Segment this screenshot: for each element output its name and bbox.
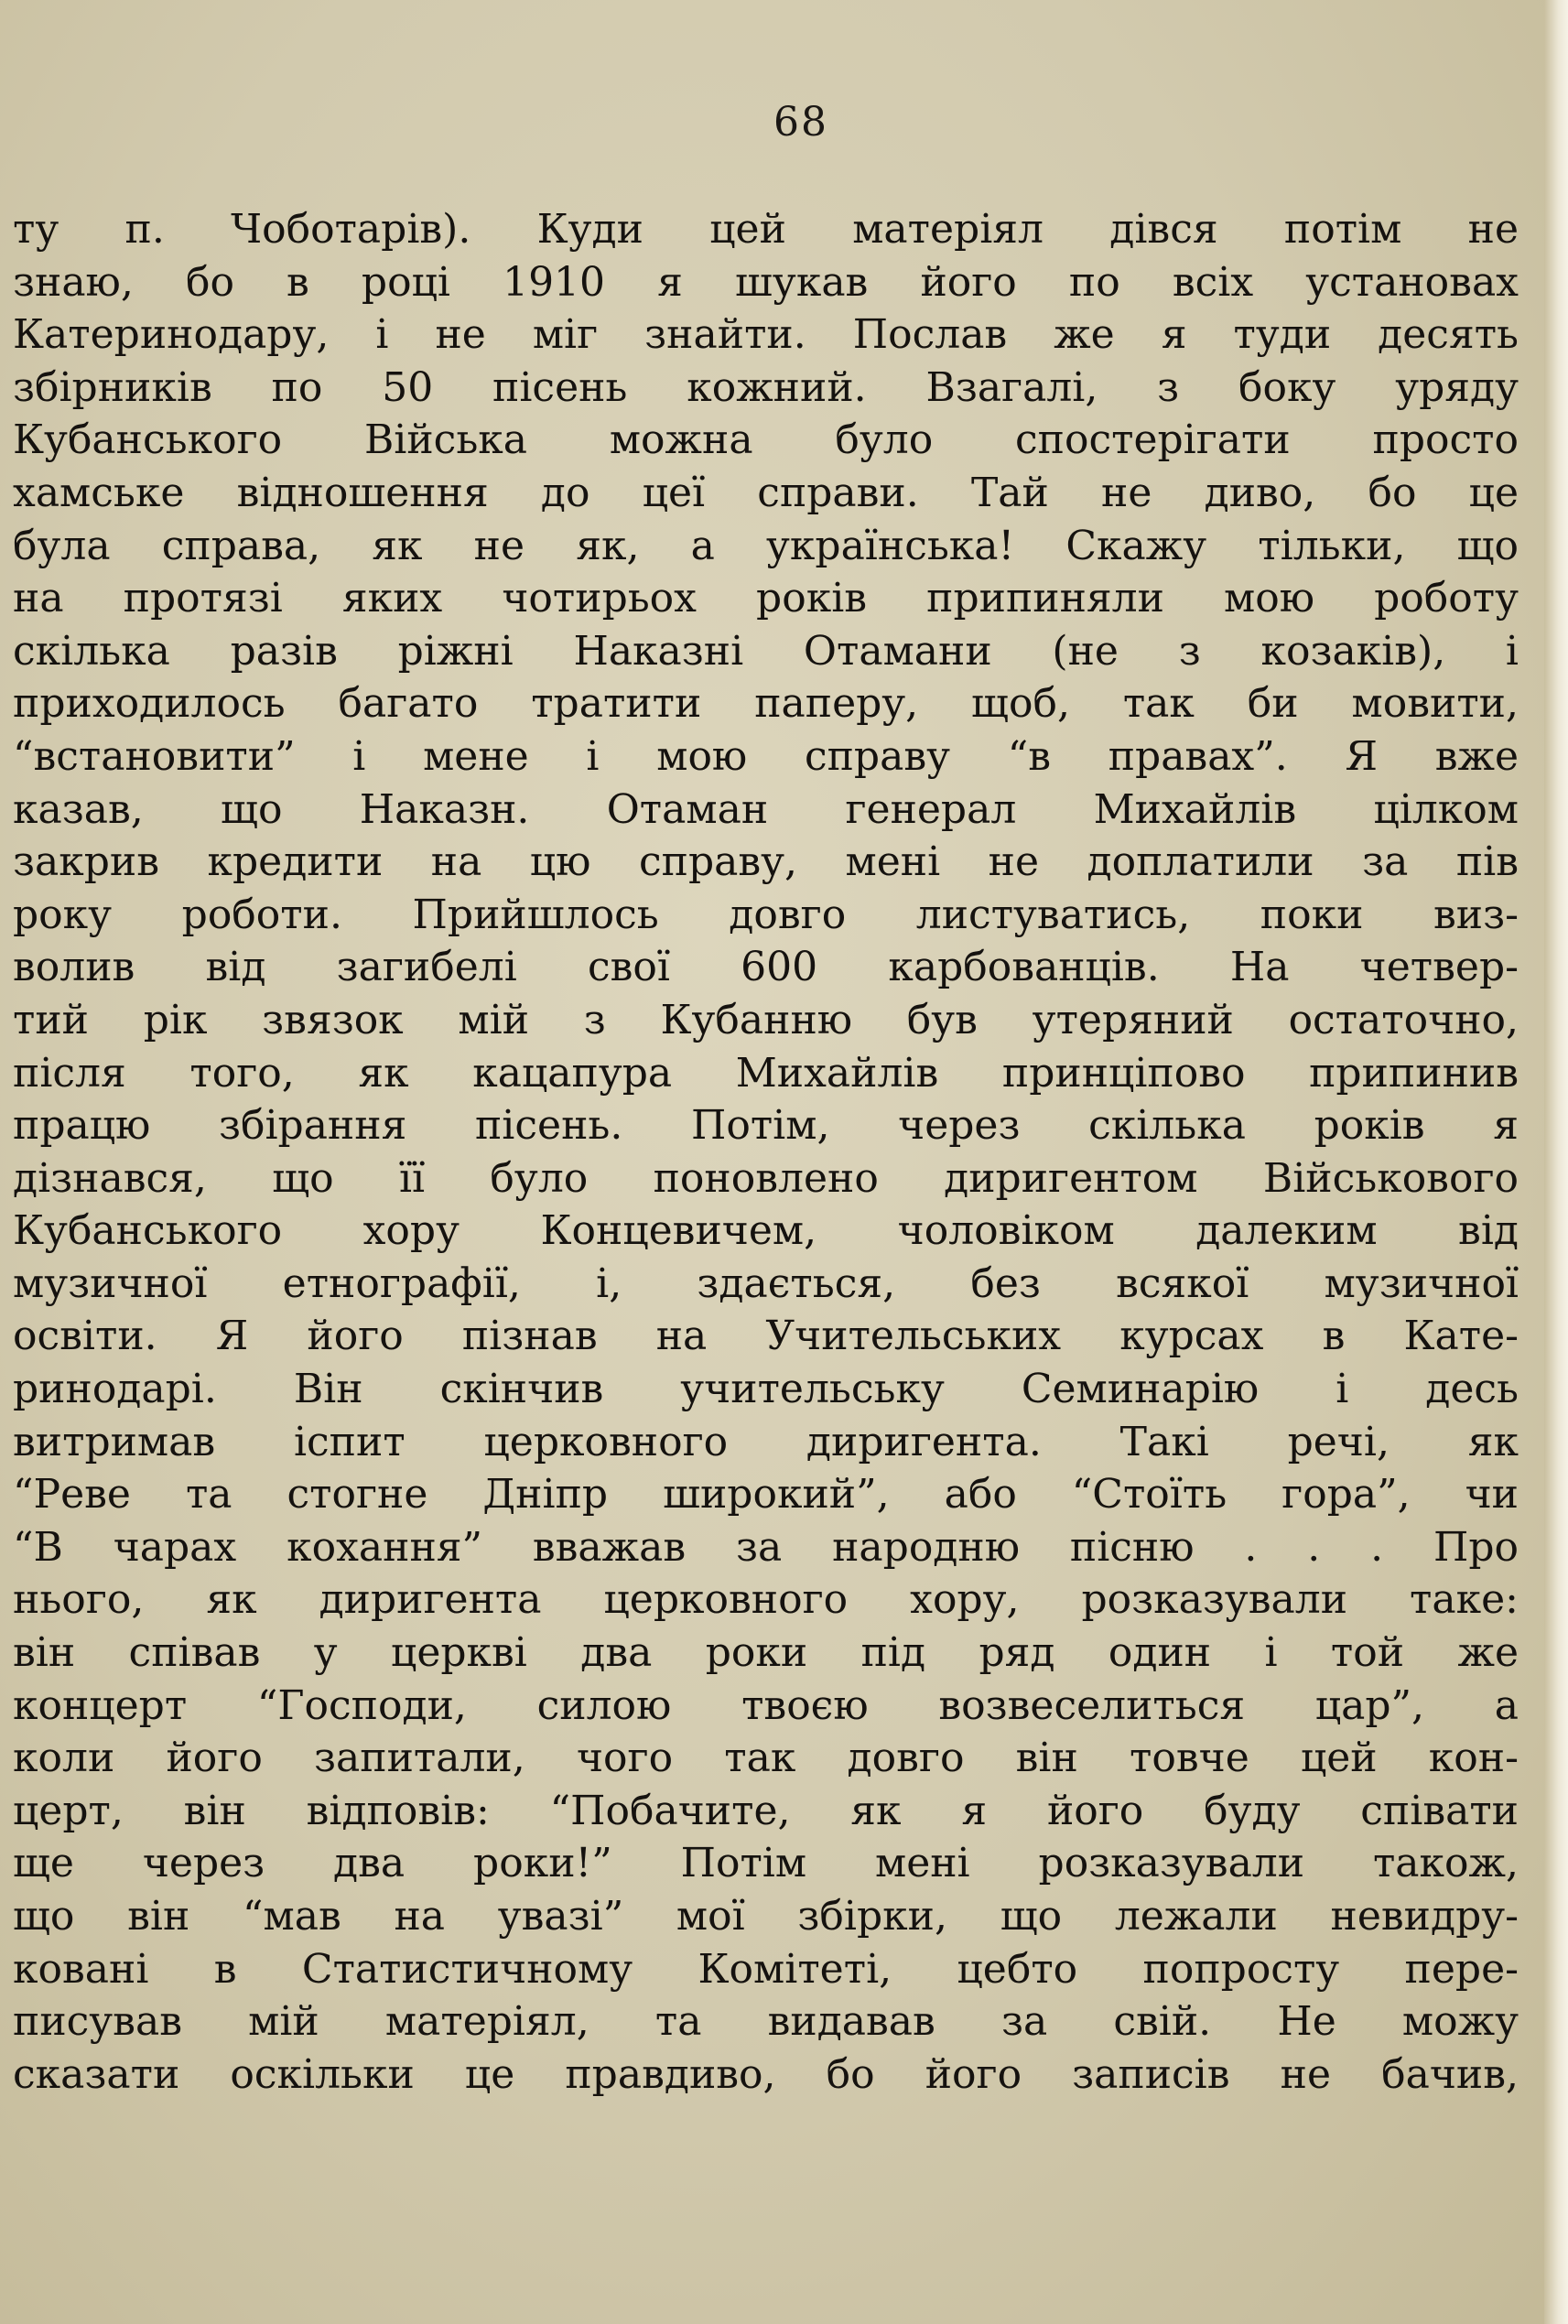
text-line: збірників по 50 пісень кожний. Взагалі, з боку уряду xyxy=(13,363,1519,411)
text-line: церт, він відповів: “Побачите, як я його буду співати xyxy=(13,1787,1519,1834)
text-line: освіти. Я його пізнав на Учительських курсах в Кате- xyxy=(13,1313,1519,1360)
text-line: хамське відношення до цеї справи. Тай не диво, бо це xyxy=(13,469,1519,516)
page-edge xyxy=(1544,0,1568,2324)
text-line: коли його запитали, чого так довго він товче цей кон- xyxy=(13,1735,1519,1782)
text-line: ринодарі. Він скінчив учительську Семинарію і десь xyxy=(13,1366,1519,1413)
body-text xyxy=(13,203,1519,2101)
text-line: працю збірання пісень. Потім, через скілька років я xyxy=(13,1102,1519,1150)
text-line: після того, як кацапура Михайлів принціпово припинив xyxy=(13,1049,1519,1097)
text-line: Катеринодару, і не міг знайти. Послав же я туди десять xyxy=(13,311,1519,359)
text-line: ту п. Чоботарів). Куди цей матеріял дівся потім не xyxy=(13,206,1519,253)
text-line: приходилось багато тратити паперу, щоб, так би мовити, xyxy=(13,680,1519,728)
text-line: Кубанського хору Концевичем, чоловіком далеким від xyxy=(13,1207,1519,1255)
text-line: закрив кредити на цю справу, мені не доплатили за пів xyxy=(13,838,1519,886)
text-line: нього, як диригента церковного хору, розказували таке: xyxy=(13,1576,1519,1624)
text-line: ще через два роки!” Потім мені розказували також, xyxy=(13,1840,1519,1887)
page-number: 68 xyxy=(773,99,828,146)
text-line: знаю, бо в році 1910 я шукав його по всіх установах xyxy=(13,258,1519,306)
text-line: скілька разів ріжні Наказні Отамани (не з козаків), і xyxy=(13,627,1519,675)
text-line: Кубанського Війська можна було спостерігати просто xyxy=(13,416,1519,464)
text-line: витримав іспит церковного диригента. Такі речі, як xyxy=(13,1418,1519,1465)
text-line: “встановити” і мене і мою справу “в правах”. Я вже xyxy=(13,732,1519,780)
text-line: він співав у церкві два роки під ряд один і той же xyxy=(13,1629,1519,1677)
text-line: “Реве та стогне Дніпр широкий”, або “Стоїть гора”, чи xyxy=(13,1471,1519,1519)
text-line: що він “мав на увазі” мої збірки, що лежали невидру- xyxy=(13,1893,1519,1940)
text-line: була справа, як не як, а українська! Скажу тільки, що xyxy=(13,522,1519,569)
text-line: волив від загибелі свої 600 карбованців. На четвер- xyxy=(13,944,1519,991)
text-line: на протязі яких чотирьох років припиняли мою роботу xyxy=(13,575,1519,622)
text-line: ковані в Статистичному Комітеті, цебто попросту пере- xyxy=(13,1945,1519,1993)
text-line: музичної етнографії, і, здається, без всякої музичної xyxy=(13,1259,1519,1307)
text-line: дізнався, що її було поновлено диригентом Військового xyxy=(13,1154,1519,1202)
text-line: “В чарах кохання” вважав за народню пісню . . . Про xyxy=(13,1523,1519,1571)
text-line: тий рік звязок мій з Кубанню був утеряний остаточно, xyxy=(13,996,1519,1043)
text-line: сказати оскільки це правдиво, бо його записів не бачив, xyxy=(13,2050,1519,2098)
text-line: казав, що Наказн. Отаман генерал Михайлів цілком xyxy=(13,785,1519,833)
text-line: концерт “Господи, силою твоєю возвеселиться цар”, а xyxy=(13,1681,1519,1729)
text-line: писував мій матеріял, та видавав за свій. Не можу xyxy=(13,1998,1519,2046)
text-line: року роботи. Прийшлось довго листуватись, поки виз- xyxy=(13,891,1519,938)
